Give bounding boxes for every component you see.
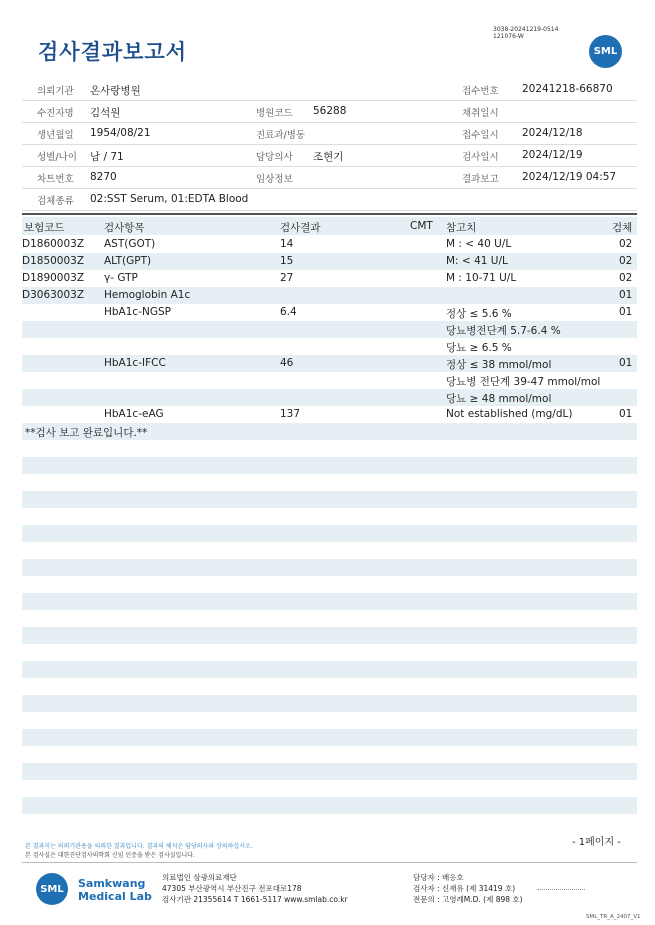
footer-divider — [22, 862, 637, 863]
empty-row — [22, 491, 637, 508]
report-complete-note: **검사 보고 완료입니다.** — [25, 427, 148, 439]
table-row — [22, 355, 637, 372]
info-row — [22, 123, 637, 145]
cell-spec: 02 — [619, 272, 633, 284]
sex-age-label: 성별/나이 — [37, 152, 77, 163]
report-label: 결과보고 — [462, 174, 499, 185]
sex-age-value: 남 / 71 — [90, 151, 124, 163]
col-result: 검사결과 — [280, 222, 321, 234]
brand-name: Samkwang Medical Lab — [78, 877, 152, 903]
cell-spec: 01 — [619, 289, 633, 301]
chart-value: 8270 — [90, 171, 117, 183]
receipt-date-label: 접수일시 — [462, 130, 499, 141]
signature — [537, 877, 585, 890]
hospital-label: 의뢰기관 — [37, 86, 74, 97]
empty-row — [22, 763, 637, 780]
cell-item: ALT(GPT) — [104, 255, 152, 267]
specimen-value: 02:SST Serum, 01:EDTA Blood — [90, 193, 249, 205]
col-code: 보험코드 — [24, 222, 65, 234]
table-row — [22, 321, 637, 338]
dob-value: 1954/08/21 — [90, 127, 151, 139]
cell-result: 137 — [280, 408, 301, 420]
patient-info — [22, 79, 637, 211]
cell-spec: 02 — [619, 238, 633, 250]
info-row — [22, 101, 637, 123]
test-date-value: 2024/12/19 — [522, 149, 583, 161]
cell-spec: 01 — [619, 408, 633, 420]
test-date-label: 검사일시 — [462, 152, 499, 163]
empty-row — [22, 593, 637, 610]
collect-label: 채취일시 — [462, 108, 499, 119]
form-code: SML_TR_A_2407_V1 — [586, 914, 641, 920]
col-item: 검사항목 — [104, 222, 145, 234]
sml-logo: SML — [589, 35, 622, 68]
info-row — [22, 189, 637, 211]
cell-ref: Not established (mg/dL) — [446, 408, 573, 420]
table-row — [22, 253, 637, 270]
patient-value: 김석원 — [90, 107, 121, 119]
cell-result: 46 — [280, 357, 294, 369]
page-title: 검사결과보고서 — [38, 40, 188, 64]
cell-ref: 당뇨 ≥ 6.5 % — [446, 342, 512, 354]
cell-item: AST(GOT) — [104, 238, 156, 250]
empty-row — [22, 457, 637, 474]
empty-row — [22, 525, 637, 542]
dept-label: 진료과/병동 — [256, 130, 306, 141]
cell-ref: 정상 ≤ 5.6 % — [446, 308, 512, 320]
cell-code: D1860003Z — [22, 238, 85, 250]
col-spec: 검체 — [612, 222, 633, 234]
receipt-no-value: 20241218-66870 — [522, 83, 613, 95]
info-row — [22, 167, 637, 189]
cell-spec: 01 — [619, 306, 633, 318]
result-table — [22, 236, 637, 440]
sml-footer-logo: SML — [36, 873, 68, 905]
chart-label: 차트번호 — [37, 174, 74, 185]
staff-list: 담당자 : 배응호 검사자 : 신재유 (제 31419 호) 전문의 : 고영례M.D. (제 898 호) — [413, 873, 523, 904]
cell-ref: M : 10-71 U/L — [446, 272, 517, 284]
empty-row — [22, 559, 637, 576]
empty-row — [22, 797, 637, 814]
table-row — [22, 406, 637, 423]
hosp-code-value: 56288 — [313, 105, 347, 117]
cell-spec: 02 — [619, 255, 633, 267]
cell-ref: M: < 41 U/L — [446, 255, 508, 267]
cell-ref: 정상 ≤ 38 mmol/mol — [446, 359, 552, 371]
cell-result: 27 — [280, 272, 294, 284]
hosp-code-label: 병원코드 — [256, 108, 293, 119]
cell-ref: 당뇨 ≥ 48 mmol/mol — [446, 393, 552, 405]
table-row — [22, 270, 637, 287]
cell-item: HbA1c-IFCC — [104, 357, 166, 369]
cell-result: 6.4 — [280, 306, 297, 318]
table-row — [22, 304, 637, 321]
page-number: - 1페이지 - — [572, 837, 621, 848]
specimen-label: 검체종류 — [37, 196, 74, 207]
organization-address: 의료법인 삼광의료재단 47305 부산광역시 부산진구 전포대로178 검사기관 21355614 T 1661-5117 www.smlab.co.kr — [162, 873, 348, 904]
table-header — [22, 217, 637, 235]
table-row — [22, 423, 637, 440]
receipt-no-label: 접수번호 — [462, 86, 499, 97]
hospital-value: 온사랑병원 — [90, 85, 141, 97]
dob-label: 생년월일 — [37, 130, 74, 141]
empty-row — [22, 661, 637, 678]
doctor-label: 담당의사 — [256, 152, 293, 163]
footer-notes: 본 결과지는 의뢰기관용을 의뢰한 결과입니다. 결과의 해석은 담당의사와 상의하십시오. 본 검사실은 대한진단검사의학회 신임 인증을 받은 검사실입니다. — [25, 843, 253, 859]
document-id: 3038-20241219-0514 121076-W — [493, 26, 559, 40]
cell-ref: M : < 40 U/L — [446, 238, 512, 250]
empty-rows — [22, 457, 637, 831]
info-row — [22, 79, 637, 101]
doctor-value: 조현기 — [313, 151, 344, 163]
table-top-rule — [22, 213, 637, 215]
cell-item: Hemoglobin A1c — [104, 289, 191, 301]
patient-label: 수진자명 — [37, 108, 74, 119]
receipt-date-value: 2024/12/18 — [522, 127, 583, 139]
cell-code: D1850003Z — [22, 255, 85, 267]
cell-item: γ- GTP — [104, 272, 138, 284]
report-value: 2024/12/19 04:57 — [522, 171, 617, 183]
cell-result: 15 — [280, 255, 294, 267]
col-cmt: CMT — [410, 220, 433, 232]
cell-code: D3063003Z — [22, 289, 85, 301]
cell-ref: 당뇨병전단계 5.7-6.4 % — [446, 325, 561, 337]
empty-row — [22, 627, 637, 644]
cell-ref: 당뇨병 전단계 39-47 mmol/mol — [446, 376, 601, 388]
empty-row — [22, 695, 637, 712]
cell-item: HbA1c-eAG — [104, 408, 164, 420]
col-ref: 참고치 — [446, 222, 477, 234]
clinical-label: 임상정보 — [256, 174, 293, 185]
table-row — [22, 338, 637, 355]
table-row — [22, 236, 637, 253]
info-row — [22, 145, 637, 167]
cell-result: 14 — [280, 238, 294, 250]
cell-spec: 01 — [619, 357, 633, 369]
cell-code: D1890003Z — [22, 272, 85, 284]
table-row — [22, 389, 637, 406]
table-row — [22, 287, 637, 304]
table-row — [22, 372, 637, 389]
empty-row — [22, 729, 637, 746]
cell-item: HbA1c-NGSP — [104, 306, 171, 318]
